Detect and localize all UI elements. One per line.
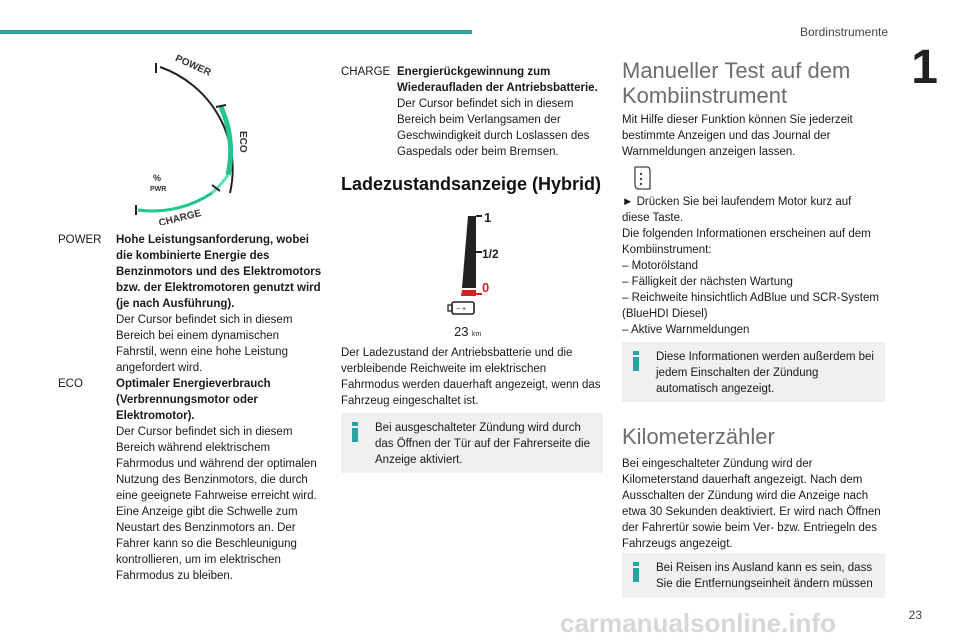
heading-odometer: Kilometerzähler	[622, 424, 775, 449]
battery-plug-icon	[448, 302, 474, 314]
page-number: 23	[908, 608, 922, 622]
battery-range-unit: km	[472, 331, 482, 338]
desc-eco	[116, 376, 323, 584]
svg-text:− +: − +	[456, 306, 467, 313]
list-item: – Aktive Warnmeldungen	[622, 324, 750, 336]
battery-charge-gauge	[440, 208, 520, 343]
battery-range-value: 23	[454, 324, 469, 339]
term-charge: CHARGE	[341, 66, 391, 78]
gauge-label-power: POWER	[173, 53, 213, 79]
odometer-info-text: Bei Reisen ins Ausland kann es sein, dass Sie die Entfernungseinheit ändern müssen	[656, 562, 873, 590]
chapter-number: 1	[911, 41, 938, 94]
desc-power	[116, 232, 323, 376]
definition-eco	[58, 376, 323, 584]
charge-info-text: Bei ausgeschalteter Zündung wird durch das Öffnen der Tür auf der Fahrerseite die Anzeige aktiviert.	[375, 422, 591, 466]
manual-test-info-text: Diese Informationen werden außerdem bei jedem Einschalten der Zündung automatisch angezeigt.	[656, 351, 874, 395]
info-icon	[632, 351, 640, 371]
manual-test-follow: Die folgenden Informationen erscheinen auf dem Kombiinstrument:	[622, 228, 871, 256]
header-accent-bar	[0, 30, 472, 34]
desc-charge	[397, 64, 603, 160]
list-item: – Fälligkeit der nächsten Wartung	[622, 276, 793, 288]
odometer-paragraph: Bei eingeschalteter Zündung wird der Kilometerstand dauerhaft angezeigt. Nach dem Ausschalten der Zündung wird die Anzeige nach etwa 30 Sekunden deaktiviert. Er wird nach Öffnen der Fahrertür sowie beim Ver- bzw. Entriegeln des Fahrzeugs angezeigt.	[622, 458, 881, 550]
info-icon	[351, 422, 359, 442]
battery-label-full: 1	[484, 210, 492, 225]
charge-display-paragraph: Der Ladezustand der Antriebsbatterie und die verbleibende Reichweite im elektrischen Fahrmodus werden dauerhaft angezeigt, wenn das Fahrzeug eingeschaltet ist.	[341, 347, 601, 407]
dashboard-button-icon	[632, 165, 654, 191]
manual-test-info-box	[622, 342, 885, 402]
info-icon	[632, 562, 640, 582]
gauge-label-pct: %	[153, 173, 162, 183]
list-item: – Reichweite hinsichtlich AdBlue und SCR-System (BlueHDI Diesel)	[622, 292, 879, 320]
heading-manual-test: Manueller Test auf dem Kombiinstrument	[622, 58, 851, 108]
desc-eco-body: Der Cursor befindet sich in diesem Bereich während elektrischem Fahrmodus und während der optimalen Nutzung des Benzinmotors, die durch eine geeignete Fahrweise erreicht wird. Eine Anzeige gibt die Schwelle zum Neustart des Benzinmotors an. Der Fahrer kann so die Beschleunigung kontrollieren, um im elektrischen Fahrmodus zu bleiben.	[116, 426, 317, 582]
definition-charge	[341, 64, 603, 160]
desc-charge-body: Der Cursor befindet sich in diesem Bereich beim Verlangsamen der Geschwindigkeit durch Loslassen des Gaspedals oder beim Bremsen.	[397, 98, 590, 158]
definition-power	[58, 232, 323, 376]
manual-test-intro: Mit Hilfe dieser Funktion können Sie jederzeit bestimmte Anzeigen und das Journal der Warnmeldungen anzeigen lassen.	[622, 114, 853, 158]
power-eco-charge-gauge	[120, 45, 270, 225]
desc-charge-title: Energierückgewinnung zum Wiederaufladen der Antriebsbatterie.	[397, 66, 598, 94]
desc-power-body: Der Cursor befindet sich in diesem Bereich bei einem dynamischen Fahrstil, wenn eine hohe Leistung angefordert wird.	[116, 314, 293, 374]
gauge-definitions-left	[58, 232, 323, 584]
manual-test-list	[622, 258, 882, 338]
manual-test-step: ► Drücken Sie bei laufendem Motor kurz auf diese Taste.	[622, 196, 852, 224]
gauge-label-charge: CHARGE	[157, 207, 203, 225]
gauge-label-pwr: PWR	[150, 186, 167, 193]
battery-label-zero: 0	[482, 280, 490, 295]
odometer-info-box	[622, 553, 885, 598]
desc-power-title: Hohe Leistungsanforderung, wobei die kombinierte Energie des Benzinmotors und des Elektromotors bzw. der Elektromotoren genutzt wird (je nach Ausführung).	[116, 234, 322, 310]
battery-label-half: 1/2	[482, 247, 499, 261]
term-power: POWER	[58, 234, 102, 246]
term-eco: ECO	[58, 378, 83, 390]
heading-charge-display: Ladezustandsanzeige (Hybrid)	[341, 174, 602, 194]
watermark: carmanualsonline.info	[560, 608, 836, 638]
gauge-label-eco: ECO	[237, 131, 248, 153]
desc-eco-title: Optimaler Energieverbrauch (Verbrennungsmotor oder Elektromotor).	[116, 378, 271, 422]
list-item: – Motorölstand	[622, 260, 699, 272]
charge-info-box	[341, 413, 603, 473]
section-title: Bordinstrumente	[799, 25, 888, 39]
